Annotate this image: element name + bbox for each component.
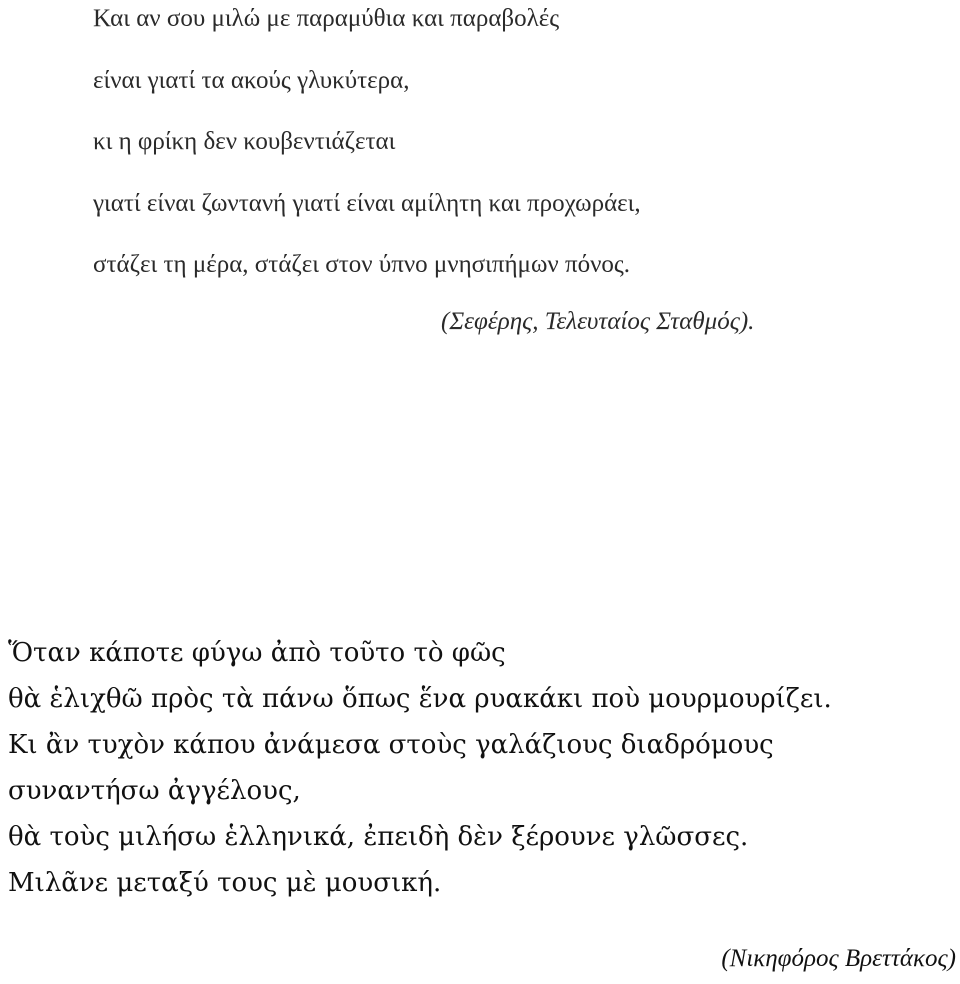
vrettakos-poem xyxy=(8,630,832,906)
poem-line: είναι γιατί τα ακούς γλυκύτερα, xyxy=(93,66,410,94)
poem-line: στάζει τη μέρα, στάζει στον ύπνο μνησιπήμων πόνος. xyxy=(93,251,631,278)
poem-line: θὰ ἑλιχθῶ πρὸς τὰ πάνω ὅπως ἕνα ρυακάκι ποὺ μουρμουρίζει. xyxy=(8,684,832,714)
poem-line: Μιλᾶνε μεταξύ τους μὲ μουσική. xyxy=(8,868,442,898)
poem-line: Ὅταν κάποτε φύγω ἀπὸ τοῦτο τὸ φῶς xyxy=(8,638,506,668)
seferis-attribution: (Σεφέρης, Τελευταίος Σταθμός). xyxy=(441,308,755,335)
poem-line: συναντήσω ἀγγέλους, xyxy=(8,776,301,806)
poem-line: Και αν σου μιλώ με παραμύθια και παραβολές xyxy=(93,5,560,32)
poem-line: γιατί είναι ζωντανή γιατί είναι αμίλητη και προχωράει, xyxy=(93,189,641,217)
poem-line: κι η φρίκη δεν κουβεντιάζεται xyxy=(93,128,396,155)
poem-line: θὰ τοὺς μιλήσω ἑλληνικά, ἐπειδὴ δὲν ξέρουνε γλῶσσες. xyxy=(8,822,749,852)
seferis-poem xyxy=(93,0,641,308)
poem-line: Κι ἂν τυχὸν κάπου ἀνάμεσα στοὺς γαλάζιους διαδρόμους xyxy=(8,730,774,760)
vrettakos-attribution: (Νικηφόρος Βρεττάκος) xyxy=(721,945,956,972)
